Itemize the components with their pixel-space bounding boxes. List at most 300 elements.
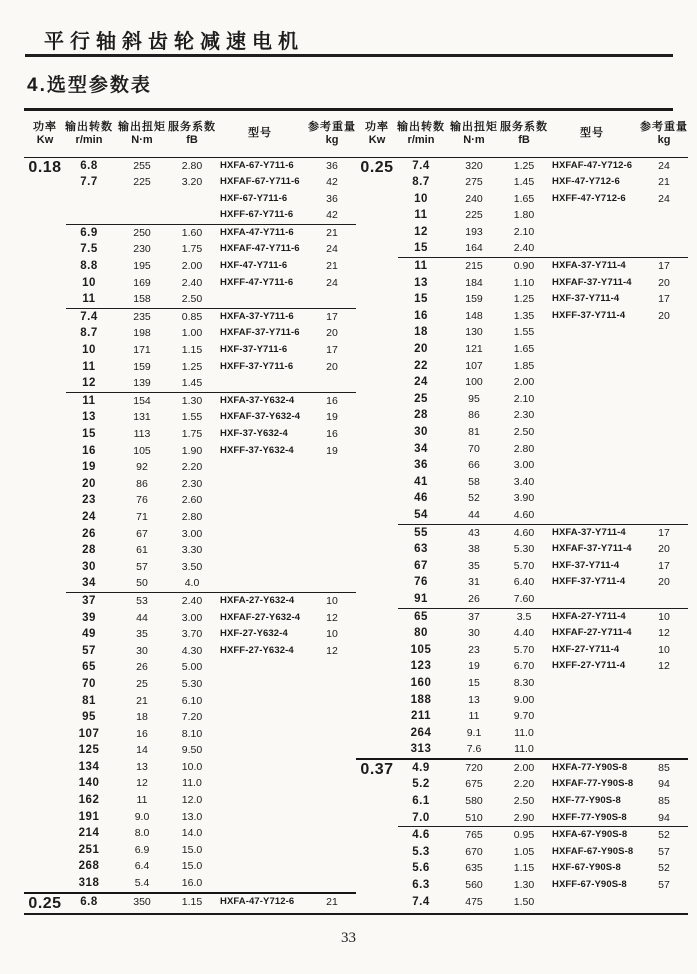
cell-speed: 15 [414,242,428,255]
row-block [66,224,356,308]
cell-speed: 39 [82,611,96,624]
cell-speed: 16 [82,444,96,457]
table-row [66,174,356,191]
cell-model [212,492,308,509]
cell-torque: 225 [465,209,483,222]
power-group-body [66,894,356,913]
cell-weight: 36 [326,159,338,172]
cell-weight: 94 [658,811,670,824]
table-row [398,558,688,575]
table-row [398,692,688,709]
cell-fb: 2.30 [513,409,535,422]
table-row [398,894,688,911]
table-row [66,792,356,809]
cell-torque: 86 [468,409,480,422]
cell-model: HXF-47-Y712-6 [552,176,620,188]
cell-model: HXF-27-Y632-4 [220,628,288,640]
cell-torque: 12 [136,777,148,790]
cell-torque: 44 [468,508,480,521]
cell-speed: 251 [78,843,100,856]
table-row [66,476,356,493]
col-header-torque [444,121,504,147]
table-row [398,490,688,507]
table-row [398,207,688,224]
cell-speed: 6.1 [412,795,430,808]
cell-torque: 193 [465,225,483,238]
cell-speed: 6.8 [80,895,98,908]
cell-torque: 86 [136,477,148,490]
table-row [398,308,688,325]
col-header-service [500,120,548,147]
cell-weight [308,492,356,509]
row-block [398,760,688,826]
cell-weight [640,725,688,742]
table-row [66,359,356,376]
cell-weight: 17 [326,310,338,323]
cell-weight [308,476,356,493]
col-header-service-label: 服务系数 [168,120,216,133]
cell-speed: 162 [78,794,100,807]
cell-torque: 560 [465,879,483,892]
cell-model [212,858,308,875]
cell-torque: 66 [468,459,480,472]
cell-model [544,692,640,709]
table-row [398,675,688,692]
cell-torque: 38 [468,543,480,556]
table-row [66,659,356,676]
cell-model [544,457,640,474]
cell-torque: 6.9 [134,843,150,856]
cell-fb: 3.5 [516,610,532,623]
cell-speed: 5.3 [412,845,430,858]
cell-torque: 171 [133,344,151,357]
cell-model: HXFAF-47-Y712-6 [552,159,633,171]
selection-parameter-table [24,108,688,915]
table-row [398,609,688,626]
cell-fb: 8.10 [181,727,203,740]
table-row [398,541,688,558]
cell-weight [308,792,356,809]
table-row [66,158,356,175]
section-heading: 4.选型参数表 [27,75,152,96]
cell-weight [308,858,356,875]
table-row [66,775,356,792]
cell-fb: 2.80 [513,442,535,455]
cell-weight [640,441,688,458]
table-row [66,610,356,627]
cell-torque: 198 [133,327,151,340]
table-row [398,507,688,524]
cell-weight [640,358,688,375]
cell-weight: 20 [326,360,338,373]
cell-weight [308,676,356,693]
cell-torque: 53 [136,594,148,607]
cell-speed: 54 [414,508,428,521]
table-row [66,241,356,258]
cell-speed: 91 [414,592,428,605]
cell-weight [640,374,688,391]
title-divider [25,54,673,57]
cell-torque: 58 [468,475,480,488]
cell-model [212,526,308,543]
col-header-torque-unit: N·m [463,133,485,146]
cell-torque: 44 [136,611,148,624]
cell-weight: 24 [326,276,338,289]
table-row [398,474,688,491]
cell-speed: 10 [82,344,96,357]
table-row [398,275,688,292]
cell-model [212,575,308,592]
cell-fb: 3.20 [181,176,203,189]
power-group [24,158,356,892]
cell-speed: 7.4 [412,159,430,172]
cell-model: HXFA-47-Y711-6 [220,226,294,238]
cell-weight: 17 [658,559,670,572]
table-row [398,424,688,441]
col-header-speed-label: 输出转数 [397,120,445,133]
col-header-power [356,121,398,147]
table-row [66,459,356,476]
cell-weight [640,507,688,524]
cell-speed: 214 [78,827,100,840]
cell-speed: 264 [410,726,432,739]
cell-fb: 1.15 [181,344,203,357]
cell-fb: 1.25 [513,293,535,306]
col-header-model [212,127,308,140]
table-row [66,443,356,460]
cell-torque: 139 [133,377,151,390]
table-row [66,726,356,743]
cell-torque: 37 [468,610,480,623]
cell-fb: 3.70 [181,628,203,641]
cell-speed: 11 [82,360,96,373]
table-row [398,793,688,810]
cell-fb: 9.50 [181,744,203,757]
cell-speed: 49 [82,628,96,641]
cell-speed: 76 [414,576,428,589]
table-row [398,725,688,742]
cell-weight: 12 [658,660,670,673]
cell-model [544,675,640,692]
cell-fb: 4.60 [513,508,535,521]
cell-weight [308,759,356,776]
table-row [398,525,688,542]
cell-fb: 1.65 [513,343,535,356]
cell-model: HXF-77-Y90S-8 [552,795,621,807]
cell-model: HXFAF-37-Y632-4 [220,411,301,423]
cell-model: HXFF-47-Y712-6 [552,192,626,204]
cell-model: HXFAF-67-Y711-6 [220,176,300,188]
cell-fb: 4.40 [513,627,535,640]
cell-fb: 3.30 [181,544,203,557]
cell-torque: 169 [133,276,151,289]
col-header-power-label: 功率 [33,120,57,133]
table-row [66,593,356,610]
cell-torque: 15 [468,676,480,689]
cell-fb: 6.10 [181,694,203,707]
cell-speed: 6.8 [80,159,98,172]
cell-model [212,825,308,842]
cell-weight: 17 [658,526,670,539]
table-row [66,207,356,224]
cell-fb: 8.30 [513,676,535,689]
row-block [398,826,688,910]
cell-model: HXFAF-37-Y711-6 [220,327,300,339]
cell-model: HXFAF-37-Y711-4 [552,276,632,288]
cell-torque: 13 [468,693,480,706]
cell-weight: 21 [658,176,670,189]
cell-weight [308,726,356,743]
row-block [66,308,356,392]
cell-weight: 12 [326,611,338,624]
cell-speed: 95 [82,711,96,724]
cell-speed: 123 [410,660,432,673]
cell-speed: 134 [78,760,100,773]
cell-torque: 159 [133,360,151,373]
cell-torque: 159 [465,293,483,306]
cell-fb: 3.00 [181,527,203,540]
cell-fb: 1.55 [181,411,203,424]
cell-speed [66,191,112,208]
cell-fb: 12.0 [181,794,203,807]
cell-torque: 255 [133,159,151,172]
cell-weight: 20 [658,543,670,556]
cell-speed: 6.3 [412,879,430,892]
cell-torque: 230 [133,243,151,256]
cell-model [544,474,640,491]
table-row [66,742,356,759]
table-row [398,877,688,894]
cell-fb: 15.0 [181,860,203,873]
cell-weight [308,659,356,676]
col-header-service-unit: fB [186,133,198,146]
cell-torque: 76 [136,494,148,507]
cell-model: HXFF-67-Y90S-8 [552,879,627,891]
cell-weight [640,894,688,911]
cell-model: HXF-37-Y711-4 [552,293,620,305]
cell-torque [112,207,172,224]
cell-torque: 61 [136,544,148,557]
table-row [398,291,688,308]
table-row [398,741,688,758]
row-block [398,608,688,758]
table-row [66,225,356,242]
table-row [398,658,688,675]
cell-fb: 14.0 [181,827,203,840]
table-row [398,341,688,358]
cell-fb: 2.60 [181,494,203,507]
cell-model [544,490,640,507]
cell-torque: 5.4 [134,877,150,890]
cell-speed: 37 [82,594,96,607]
cell-fb: 5.70 [513,643,535,656]
cell-fb: 11.0 [182,777,202,790]
cell-fb: 11.0 [514,726,534,739]
cell-torque: 57 [136,560,148,573]
cell-speed: 318 [78,877,100,890]
cell-model: HXFA-37-Y711-4 [552,526,626,538]
col-header-service [168,120,216,147]
table-row [66,542,356,559]
cell-speed: 105 [410,643,432,656]
col-header-power-label: 功率 [365,120,389,133]
cell-torque: 35 [468,559,480,572]
cell-torque: 21 [136,694,148,707]
cell-torque: 11 [468,710,480,723]
cell-fb: 6.40 [513,576,535,589]
cell-weight: 52 [658,829,670,842]
cell-fb: 0.85 [181,310,203,323]
col-header-weight [640,121,688,147]
table-row [66,375,356,392]
cell-speed: 7.4 [412,895,430,908]
cell-weight: 12 [658,627,670,640]
cell-torque: 16 [136,727,148,740]
cell-weight: 42 [326,209,338,222]
cell-torque: 154 [133,394,151,407]
col-header-weight-label: 参考重量 [640,120,688,133]
cell-model: HXFA-27-Y632-4 [220,594,295,606]
cell-speed: 30 [414,426,428,438]
cell-model [212,542,308,559]
cell-model [212,659,308,676]
table-row [66,575,356,592]
table-row [398,441,688,458]
cell-model [212,842,308,859]
cell-fb: 6.70 [513,660,535,673]
cell-torque: 130 [465,326,483,339]
power-group [356,158,688,758]
table-row [398,708,688,725]
cell-speed: 81 [82,694,96,707]
table-row [66,426,356,443]
table-row [66,894,356,911]
cell-torque: 320 [465,159,483,172]
cell-model: HXFF-37-Y711-4 [552,576,626,588]
cell-speed: 41 [414,475,428,488]
cell-torque: 580 [465,795,483,808]
cell-weight: 17 [658,293,670,306]
power-group-body [66,158,356,892]
power-group [356,758,688,910]
cell-speed: 11 [82,394,96,407]
cell-torque: 164 [465,242,483,255]
cell-model: HXFF-77-Y90S-8 [552,811,627,823]
cell-torque: 107 [465,359,483,372]
cell-weight [640,224,688,241]
cell-fb: 1.45 [513,176,535,189]
table-row [398,760,688,777]
cell-speed: 67 [414,559,428,572]
cell-speed: 160 [410,676,432,689]
table-row [66,275,356,292]
table-row [398,642,688,659]
cell-fb: 1.15 [513,862,535,875]
cell-fb: 5.30 [513,543,535,556]
cell-fb: 5.70 [513,559,535,572]
cell-torque: 26 [468,592,480,605]
cell-torque: 235 [133,310,151,323]
cell-weight [308,542,356,559]
cell-fb: 7.20 [181,711,203,724]
cell-model [544,591,640,608]
cell-speed: 20 [414,343,428,356]
cell-fb: 7.60 [513,592,535,605]
cell-torque: 92 [136,461,148,474]
cell-speed: 30 [82,560,96,573]
col-header-power-unit: Kw [368,133,386,146]
cell-weight: 57 [658,879,670,892]
table-row [66,875,356,892]
cell-weight [308,875,356,892]
cell-fb: 1.75 [181,428,203,440]
cell-weight [308,375,356,392]
power-value: 0.37 [360,760,394,778]
cell-weight [640,741,688,758]
cell-model [212,509,308,526]
row-block [66,392,356,592]
cell-weight [308,575,356,592]
table-row [398,224,688,241]
cell-speed: 13 [82,411,96,424]
col-header-torque-label: 输出扭矩 [118,120,166,133]
row-block [398,524,688,608]
cell-speed: 7.7 [80,176,98,189]
cell-torque: 7.6 [466,743,482,756]
table-row [398,158,688,175]
table-row [66,291,356,308]
cell-fb: 10.0 [181,760,203,773]
cell-fb: 2.80 [181,510,203,523]
cell-speed: 8.8 [80,260,98,273]
cell-weight: 19 [326,411,338,424]
cell-model [212,742,308,759]
cell-weight [640,675,688,692]
cell-model: HXFA-37-Y711-6 [220,310,294,322]
cell-fb: 1.55 [513,326,535,339]
cell-speed [66,207,112,224]
cell-speed: 11 [414,209,428,222]
cell-model: HXFA-37-Y632-4 [220,394,295,406]
col-header-service-unit: fB [518,133,530,146]
cell-fb: 2.50 [513,795,535,808]
cell-fb [172,207,212,224]
table-row [66,342,356,359]
cell-weight [640,391,688,408]
cell-speed: 268 [78,860,100,873]
cell-torque: 113 [133,428,151,440]
cell-torque: 9.1 [466,726,482,739]
cell-weight: 21 [326,226,338,239]
table-row [398,625,688,642]
cell-weight [640,591,688,608]
cell-speed: 28 [82,544,96,557]
cell-fb: 2.40 [181,594,203,607]
cell-speed: 20 [82,477,96,490]
cell-speed: 10 [414,192,428,205]
param-table-right [356,111,688,915]
col-header-model [544,127,640,140]
cell-speed: 5.2 [412,778,430,791]
cell-fb: 2.10 [513,225,535,238]
cell-fb: 2.30 [181,477,203,490]
cell-speed: 12 [82,377,96,390]
cell-torque: 14 [136,744,148,757]
cell-torque: 675 [465,778,483,791]
table-row [66,325,356,342]
cell-model: HXF-37-Y711-6 [220,344,288,356]
power-group [24,892,356,913]
